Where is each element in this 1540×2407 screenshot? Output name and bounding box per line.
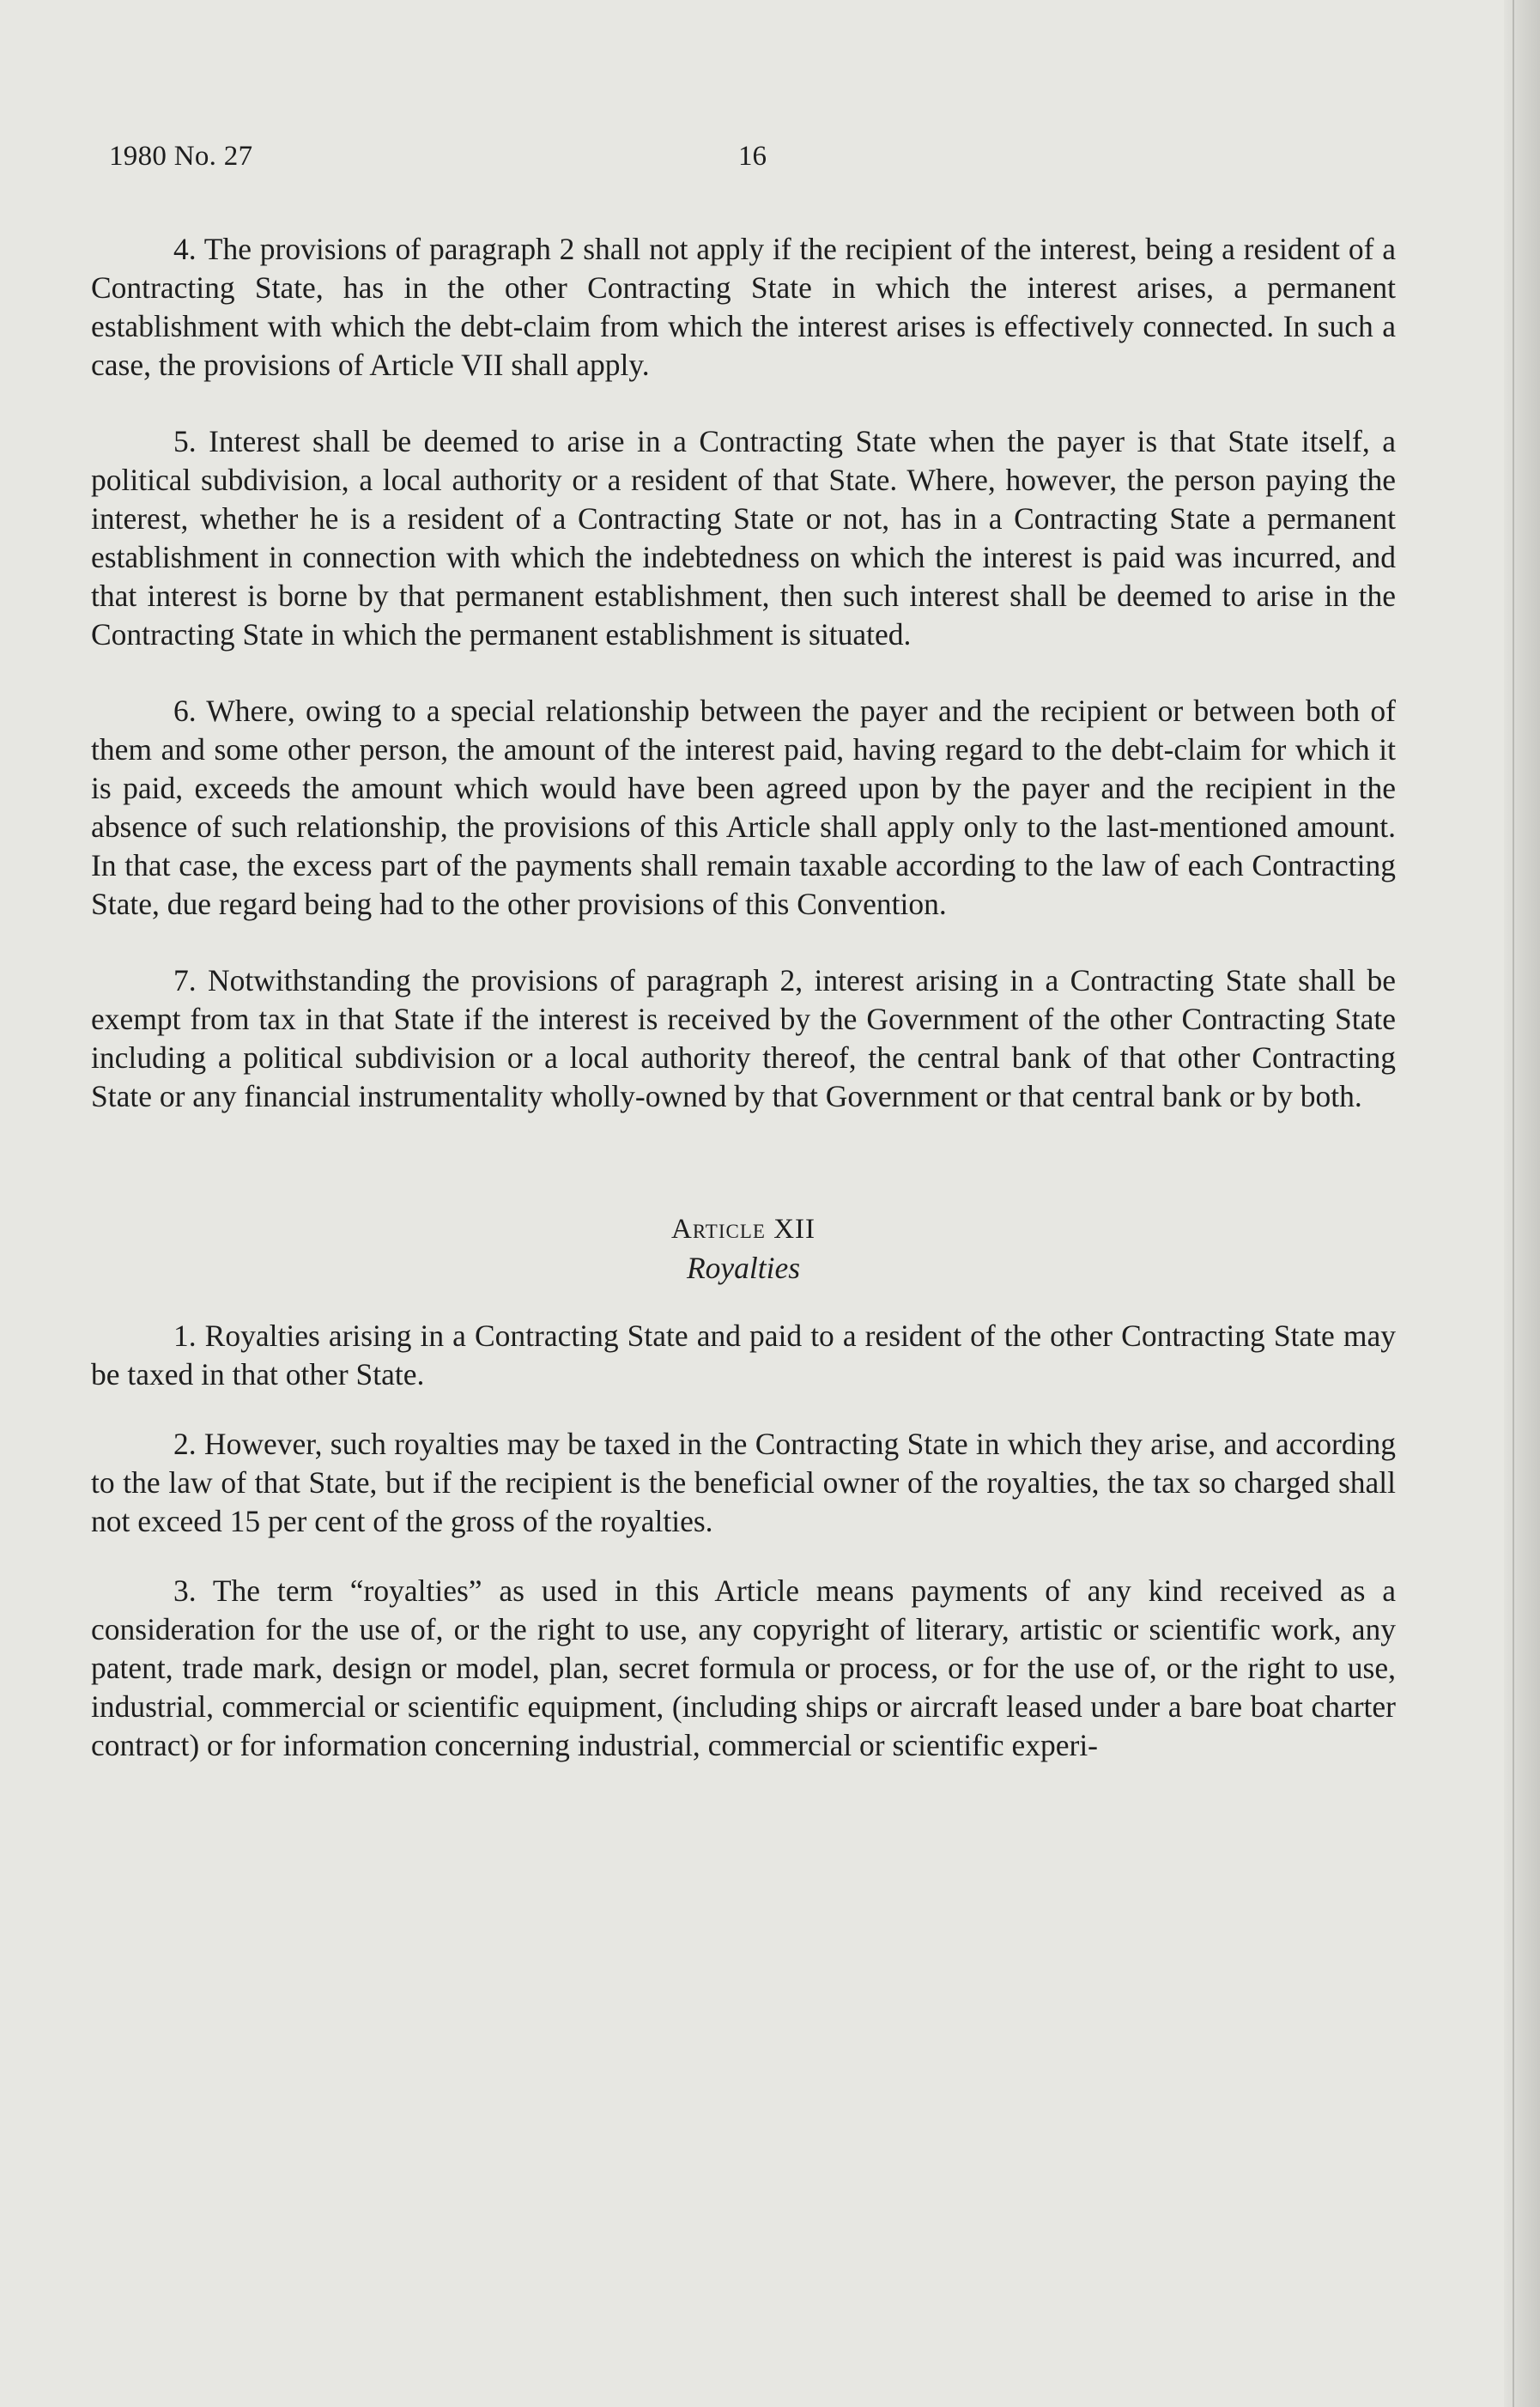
article-paragraph-3: 3. The term “royalties” as used in this Article means payments of any kind received as a consideration for the use of, or the right to use, any copyright of literary, artistic or scientific work, any patent, trade mark, design or model, plan, secret formula or process, or for the use of, or the right to use, industrial, commercial or scientific equipment, (including ships or aircraft leased under a bare boat charter contract) or for information concerning industrial, commercial or scientific experi- <box>91 1573 1396 1762</box>
paragraph-4: 4. The provisions of paragraph 2 shall not apply if the recipient of the interest, being a resident of a Contracting State, has in the other Contracting State in which the interest arises, a permanent establishment with which the debt-claim from which the interest arises is effectively connected. In such a case, the provisions of Article VII shall apply. <box>91 232 1396 382</box>
article-heading: Article XII <box>671 1214 815 1245</box>
page-number: 16 <box>738 141 767 172</box>
article-paragraph-2: 2. However, such royalties may be taxed in the Contracting State in which they arise, and according to the law of that State, but if the recipient is the beneficial owner of the royalties, the tax so charged shall not exceed 15 per cent of the gross of the royalties. <box>91 1427 1396 1538</box>
paragraph-6: 6. Where, owing to a special relationship between the payer and the recipient or between both of them and some other person, the amount of the interest paid, having regard to the debt-claim for which it is paid, exceeds the amount which would have been agreed upon by the payer and the recipient in the absence of such relationship, the provisions of this Article shall apply only to the last-mentioned amount. In that case, the excess part of the payments shall remain taxable according to the law of each Contracting State, due regard being had to the other provisions of this Convention. <box>91 694 1396 921</box>
law-reference: 1980 No. 27 <box>109 141 253 172</box>
article-title: Royalties <box>686 1251 801 1285</box>
paragraph-5: 5. Interest shall be deemed to arise in a Contracting State when the payer is that State itself, a political subdivision, a local authority or a resident of that State. Where, however, the person paying the interest, whether he is a resident of a Contracting State or not, has in a Contracting State a permanent establishment in connection with which the indebtedness on which the interest is paid was incurred, and that interest is borne by that permanent establishment, then such interest shall be deemed to arise in the Contracting State in which the permanent establishment is situated. <box>91 424 1396 652</box>
article-paragraph-1: 1. Royalties arising in a Contracting State and paid to a resident of the other Contracting State may be taxed in that other State. <box>91 1319 1396 1391</box>
paragraph-7: 7. Notwithstanding the provisions of paragraph 2, interest arising in a Contracting State shall be exempt from tax in that State if the interest is received by the Government of the other Contracting State including a political subdivision or a local authority thereof, the central bank of that other Contracting State or any financial instrumentality wholly-owned by that Government or that central bank or by both. <box>91 963 1396 1113</box>
binding-line <box>1513 0 1514 2407</box>
page-edge <box>1504 0 1540 2407</box>
document-body <box>91 230 1396 1796</box>
